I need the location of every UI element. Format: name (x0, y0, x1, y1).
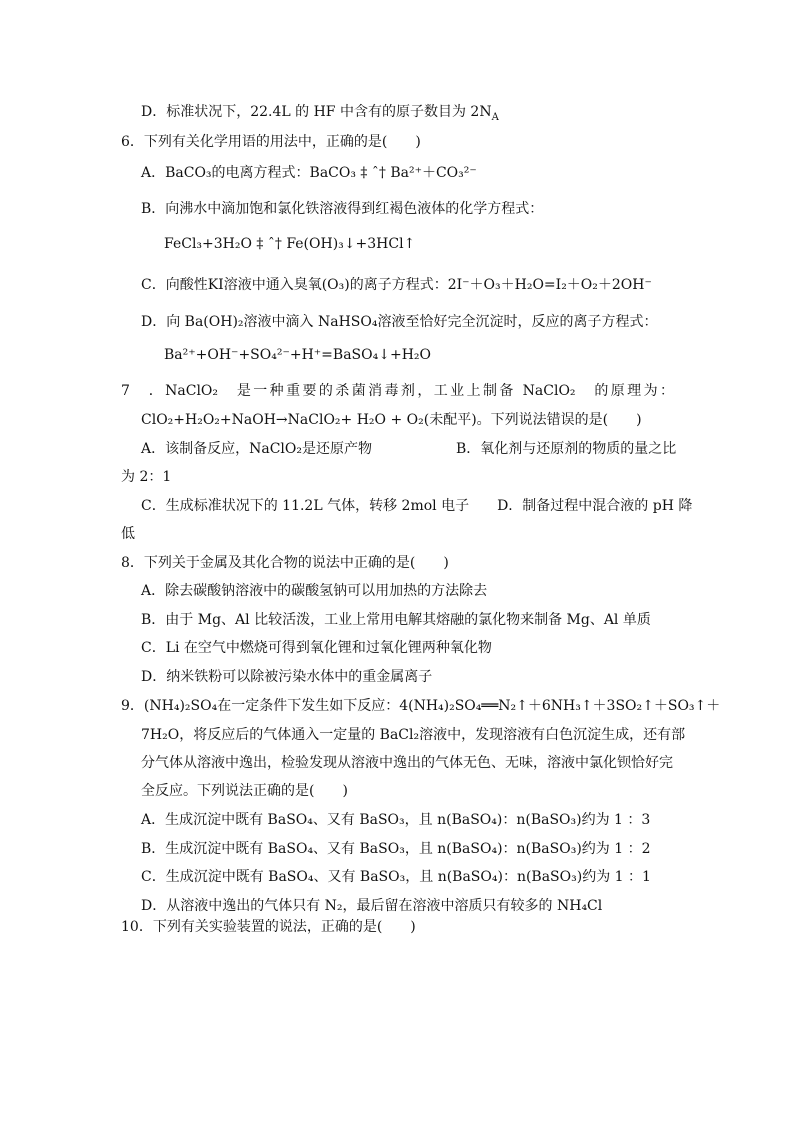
q7-stem-line2: ClO₂+H₂O₂+NaOH→NaClO₂+ H₂O + O₂(未配平)。下列说法错误的是( ) (141, 412, 642, 428)
q8-option-c: C．Li 在空气中燃烧可得到氧化锂和过氧化锂两种氧化物 (141, 640, 492, 656)
q5-option-d: D．标准状况下，22.4L 的 HF 中含有的原子数目为 $2N_A$ (141, 104, 499, 123)
q6-option-d: D．向 Ba(OH)₂溶液中滴入 NaHSO₄溶液至恰好完全沉淀时，反应的离子方程式： (141, 314, 658, 330)
q10-stem: 10．下列有关实验装置的说法，正确的是( ) (121, 919, 416, 935)
q8-option-a: A．除去碳酸钠溶液中的碳酸氢钠可以用加热的方法除去 (141, 583, 488, 599)
q7-stem: 7 ．NaClO₂ 是一种重要的杀菌消毒剂，工业上制备 NaClO₂ 的原理为： (121, 383, 674, 399)
q9-stem-line2: 7H₂O，将反应后的气体通入一定量的 BaCl₂溶液中，发现溶液有白色沉淀生成，还有部 (141, 727, 686, 743)
q9-option-b: B．生成沉淀中既有 BaSO₄、又有 BaSO₃，且 n(BaSO₄)：n(BaSO₃)约为 1 ：2 (141, 841, 651, 857)
q7-options-ab: A．该制备反应，NaClO₂是还原产物 B．氧化剂与还原剂的物质的量之比 (141, 441, 677, 457)
q9-stem: 9．(NH₄)₂SO₄在一定条件下发生如下反应：4(NH₄)₂SO₄══N₂↑＋6NH₃↑＋3SO₂↑＋SO₃↑＋ (121, 698, 721, 714)
q8-option-d: D．纳米铁粉可以除被污染水体中的重金属离子 (141, 669, 433, 685)
q7-options-ab-cont: 为 2：1 (121, 469, 172, 485)
q8-option-b: B．由于 Mg、Al 比较活泼，工业上常用电解其熔融的氯化物来制备 Mg、Al 单质 (141, 612, 651, 628)
q6-stem: 6．下列有关化学用语的用法中，正确的是( ) (121, 134, 421, 150)
q9-option-c: C．生成沉淀中既有 BaSO₄、又有 BaSO₃，且 n(BaSO₄)：n(BaSO₃)约为 1 ：1 (141, 869, 651, 885)
q6-option-c: C．向酸性KI溶液中通入臭氧(O₃)的离子方程式：2I⁻＋O₃＋H₂O=I₂＋O₂＋2OH⁻ (141, 277, 652, 293)
q9-option-a: A．生成沉淀中既有 BaSO₄、又有 BaSO₃，且 n(BaSO₄)：n(BaSO₃)约为 1 ：3 (141, 812, 651, 828)
q9-option-d: D．从溶液中逸出的气体只有 N₂，最后留在溶液中溶质只有较多的 NH₄Cl (141, 898, 603, 914)
q8-stem: 8．下列关于金属及其化合物的说法中正确的是( ) (121, 555, 449, 571)
q6-option-a: A．BaCO₃的电离方程式：BaCO₃ ‡ ˆ† Ba²⁺＋CO₃²⁻ (141, 165, 477, 181)
q6-option-b-equation: FeCl₃+3H₂O ‡ ˆ† Fe(OH)₃↓+3HCl↑ (164, 236, 416, 252)
q7-options-cd: C．生成标准状况下的 11.2L 气体，转移 2mol 电子 D．制备过程中混合液的 pH 降 (141, 498, 693, 514)
q6-option-b: B．向沸水中滴加饱和氯化铁溶液得到红褐色液体的化学方程式： (141, 201, 544, 217)
q9-stem-line3: 分气体从溶液中逸出，检验发现从溶液中逸出的气体无色、无味，溶液中氯化钡恰好完 (141, 755, 673, 771)
q9-stem-line4: 全反应。下列说法正确的是( ) (141, 783, 348, 799)
q6-option-d-equation: Ba²⁺+OH⁻+SO₄²⁻+H⁺=BaSO₄↓+H₂O (164, 347, 431, 363)
q7-options-cd-cont: 低 (121, 526, 135, 542)
